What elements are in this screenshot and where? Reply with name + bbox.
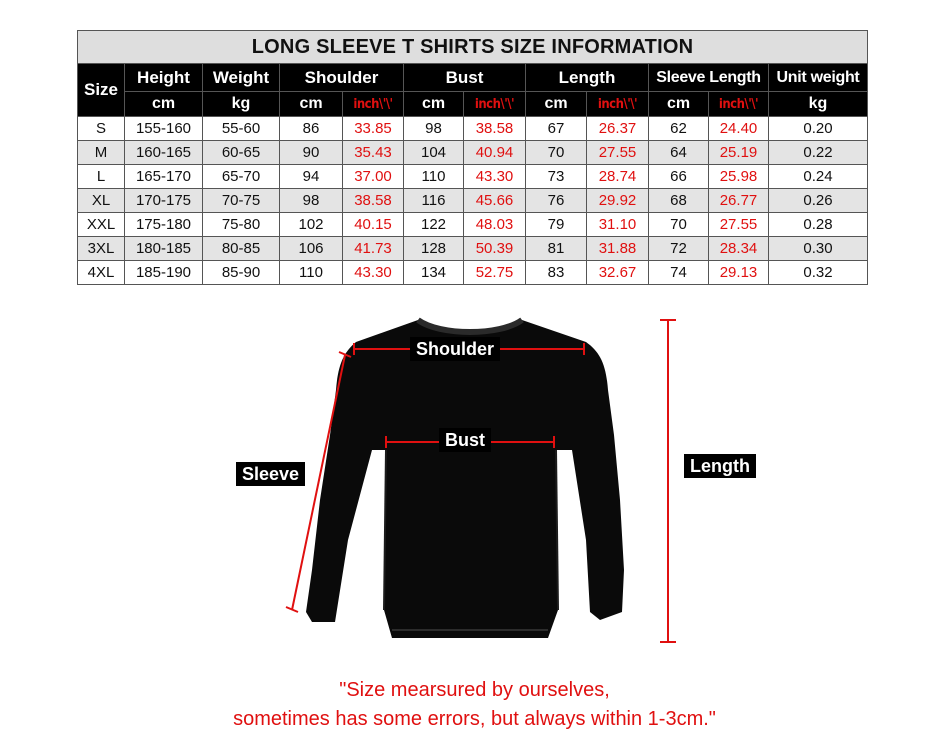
table-cell: 27.55: [709, 213, 769, 237]
table-cell: 52.75: [464, 261, 526, 285]
table-cell: 37.00: [343, 165, 404, 189]
table-cell: 65-70: [203, 165, 280, 189]
table-cell: 43.30: [464, 165, 526, 189]
table-row: [78, 165, 868, 189]
table-cell: 24.40: [709, 117, 769, 141]
measurement-note: [0, 676, 949, 734]
table-cell: 90: [280, 141, 343, 165]
unit-length-cm: cm: [526, 92, 587, 117]
table-cell: 62: [649, 117, 709, 141]
table-cell: 48.03: [464, 213, 526, 237]
table-cell: 83: [526, 261, 587, 285]
table-cell: 40.15: [343, 213, 404, 237]
table-cell: 27.55: [587, 141, 649, 165]
table-cell: 170-175: [125, 189, 203, 213]
table-cell: 70: [526, 141, 587, 165]
table-cell: M: [78, 141, 125, 165]
table-cell: 67: [526, 117, 587, 141]
unit-sleeve-cm: cm: [649, 92, 709, 117]
header-size: Size: [78, 64, 125, 117]
shoulder-label: Shoulder: [410, 337, 500, 361]
table-row: [78, 213, 868, 237]
table-row: [78, 237, 868, 261]
table-cell: 25.98: [709, 165, 769, 189]
table-cell: 38.58: [343, 189, 404, 213]
table-cell: 64: [649, 141, 709, 165]
bust-label: Bust: [439, 428, 491, 452]
unit-height: cm: [125, 92, 203, 117]
table-cell: 160-165: [125, 141, 203, 165]
header-unit-weight: Unit weight: [769, 64, 868, 92]
table-cell: 106: [280, 237, 343, 261]
table-cell: 68: [649, 189, 709, 213]
table-row: [78, 189, 868, 213]
table-cell: 110: [280, 261, 343, 285]
unit-unit-weight: kg: [769, 92, 868, 117]
table-cell: 0.28: [769, 213, 868, 237]
unit-weight: kg: [203, 92, 280, 117]
table-cell: 185-190: [125, 261, 203, 285]
table-cell: 76: [526, 189, 587, 213]
table-cell: 165-170: [125, 165, 203, 189]
table-cell: 110: [404, 165, 464, 189]
table-cell: 28.74: [587, 165, 649, 189]
table-cell: 43.30: [343, 261, 404, 285]
table-cell: 102: [280, 213, 343, 237]
header-bust: Bust: [404, 64, 526, 92]
table-cell: 79: [526, 213, 587, 237]
table-cell: 70-75: [203, 189, 280, 213]
table-cell: 60-65: [203, 141, 280, 165]
note-line-2: sometimes has some errors, but always within 1-3cm.": [233, 708, 716, 730]
table-title: LONG SLEEVE T SHIRTS SIZE INFORMATION: [78, 31, 868, 64]
table-cell: 74: [649, 261, 709, 285]
table-cell: 45.66: [464, 189, 526, 213]
note-line-1: "Size mearsured by ourselves,: [339, 679, 610, 701]
table-cell: 41.73: [343, 237, 404, 261]
table-cell: 81: [526, 237, 587, 261]
table-cell: 31.10: [587, 213, 649, 237]
table-cell: L: [78, 165, 125, 189]
unit-length-inch: inch\'\': [587, 92, 649, 117]
table-cell: 26.37: [587, 117, 649, 141]
table-cell: 116: [404, 189, 464, 213]
table-cell: 29.13: [709, 261, 769, 285]
sleeve-label: Sleeve: [236, 462, 305, 486]
table-cell: 0.32: [769, 261, 868, 285]
table-row: [78, 261, 868, 285]
table-cell: 86: [280, 117, 343, 141]
table-cell: 0.26: [769, 189, 868, 213]
table-cell: 32.67: [587, 261, 649, 285]
table-cell: 0.20: [769, 117, 868, 141]
table-cell: 134: [404, 261, 464, 285]
table-cell: 28.34: [709, 237, 769, 261]
table-cell: 3XL: [78, 237, 125, 261]
header-weight: Weight: [203, 64, 280, 92]
length-label: Length: [684, 454, 756, 478]
table-cell: 38.58: [464, 117, 526, 141]
table-cell: 0.24: [769, 165, 868, 189]
units-row: [78, 92, 868, 117]
table-cell: 33.85: [343, 117, 404, 141]
table-cell: XXL: [78, 213, 125, 237]
table-cell: 66: [649, 165, 709, 189]
unit-bust-cm: cm: [404, 92, 464, 117]
table-cell: 70: [649, 213, 709, 237]
table-cell: 98: [280, 189, 343, 213]
size-table: [77, 30, 868, 285]
table-cell: 94: [280, 165, 343, 189]
table-cell: 80-85: [203, 237, 280, 261]
header-height: Height: [125, 64, 203, 92]
header-row: [78, 64, 868, 92]
table-cell: 26.77: [709, 189, 769, 213]
table-cell: 35.43: [343, 141, 404, 165]
table-cell: 25.19: [709, 141, 769, 165]
header-sleeve-length: Sleeve Length: [649, 64, 769, 92]
table-cell: XL: [78, 189, 125, 213]
unit-bust-inch: inch\'\': [464, 92, 526, 117]
table-cell: 29.92: [587, 189, 649, 213]
table-cell: 0.22: [769, 141, 868, 165]
table-cell: 128: [404, 237, 464, 261]
header-length: Length: [526, 64, 649, 92]
table-cell: 73: [526, 165, 587, 189]
table-cell: 122: [404, 213, 464, 237]
table-cell: 175-180: [125, 213, 203, 237]
table-cell: 72: [649, 237, 709, 261]
sweatshirt-image: [306, 320, 624, 638]
table-cell: 85-90: [203, 261, 280, 285]
header-shoulder: Shoulder: [280, 64, 404, 92]
table-row: [78, 117, 868, 141]
table-cell: S: [78, 117, 125, 141]
table-cell: 104: [404, 141, 464, 165]
table-cell: 0.30: [769, 237, 868, 261]
table-cell: 55-60: [203, 117, 280, 141]
table-cell: 155-160: [125, 117, 203, 141]
table-cell: 98: [404, 117, 464, 141]
table-row: [78, 141, 868, 165]
unit-shoulder-inch: inch\'\': [343, 92, 404, 117]
table-cell: 40.94: [464, 141, 526, 165]
table-cell: 50.39: [464, 237, 526, 261]
table-cell: 31.88: [587, 237, 649, 261]
table-cell: 75-80: [203, 213, 280, 237]
unit-sleeve-inch: inch\'\': [709, 92, 769, 117]
table-cell: 4XL: [78, 261, 125, 285]
unit-shoulder-cm: cm: [280, 92, 343, 117]
length-measure-line: [660, 320, 676, 642]
table-cell: 180-185: [125, 237, 203, 261]
